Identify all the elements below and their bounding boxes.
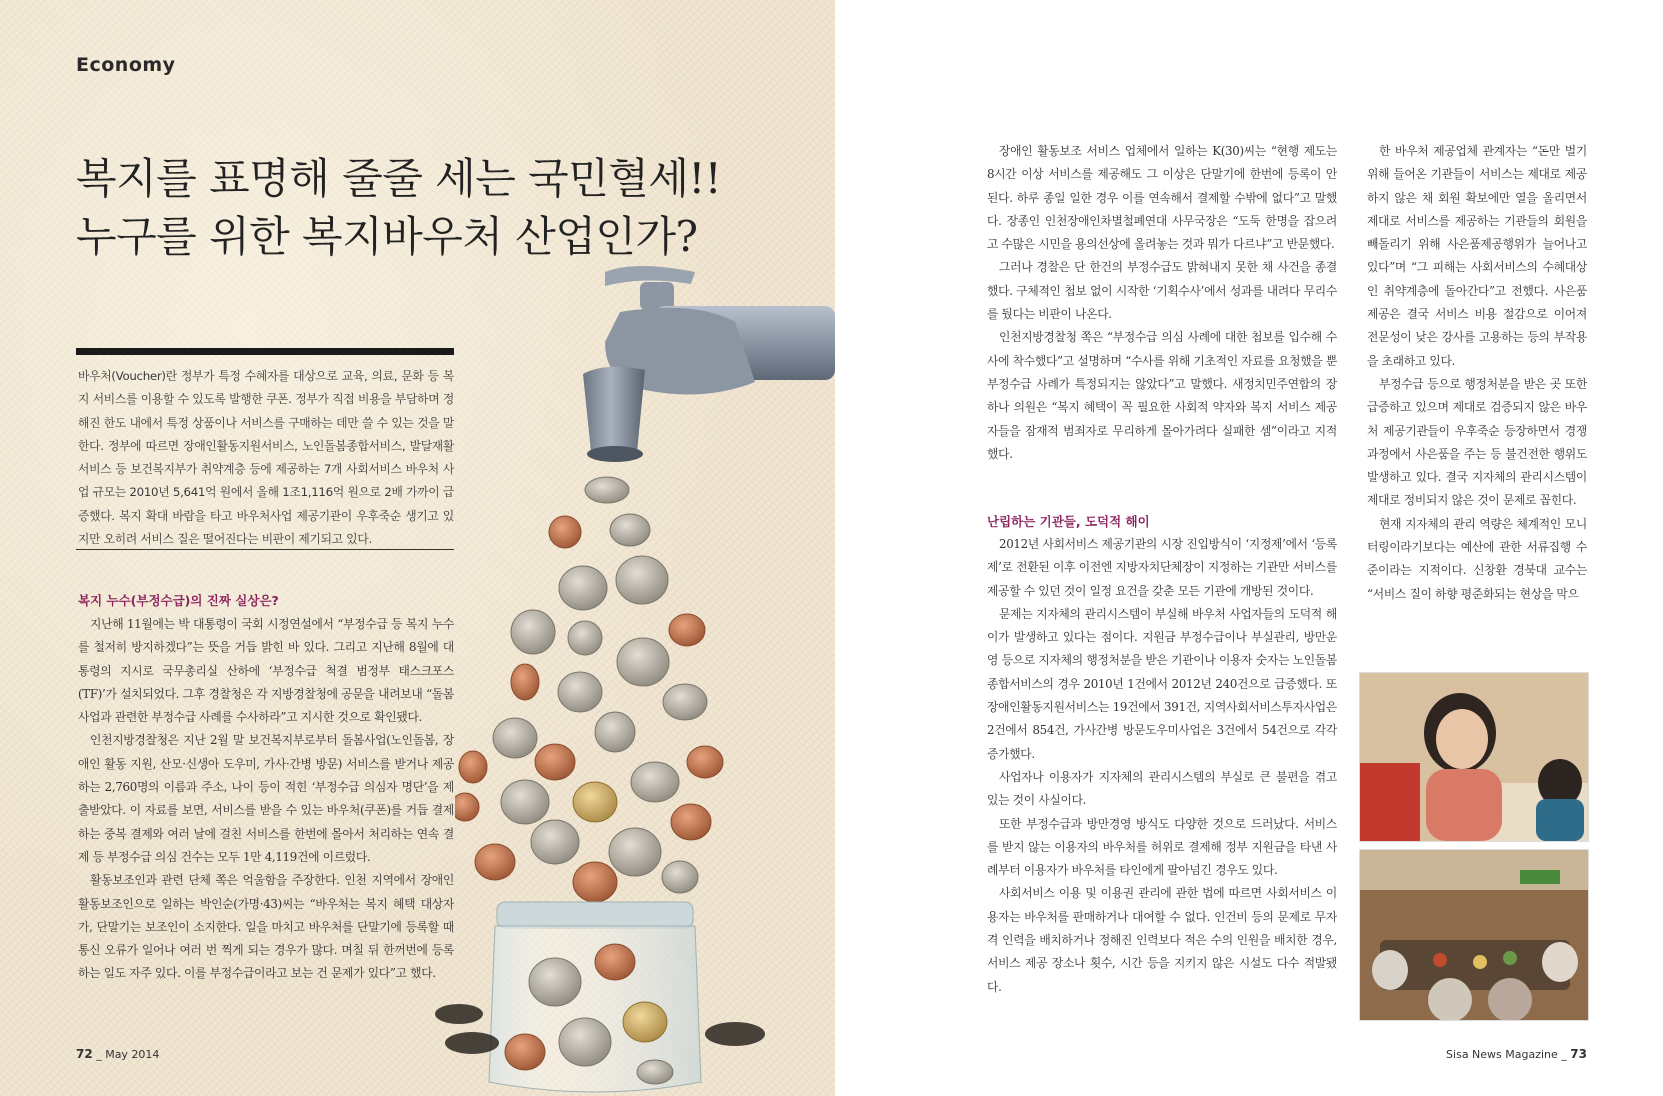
- faucet-coins-illustration: [455, 262, 835, 1096]
- headline-line-2: 누구를 위한 복지바우처 산업인가?: [76, 212, 698, 261]
- headline: [76, 150, 796, 266]
- right-paragraph: 현재 지자체의 관리 역량은 체계적인 모니터링이라기보다는 예산에 관한 서류집행 수준이라는 지적이다. 신창환 경북대 교수는 “서비스 질이 하향 평준화되는 현상을 막으: [1367, 516, 1587, 601]
- right-column-a-bottom: [987, 533, 1337, 999]
- right-paragraph: 사회서비스 이용 및 이용권 관리에 관한 법에 따르면 사회서비스 이용자는 바우처를 판매하거나 대여할 수 없다. 인건비 등의 문제로 무자격 인력을 배치하거나 정해진 인력보다 적은 수의 인원을 배치한 경우, 서비스 제공 장소나 횟수, 시간 등을 지키지 않은 시설도 다수 적발됐다.: [987, 886, 1337, 994]
- lead-top-rule: [76, 348, 454, 355]
- lead-bottom-rule: [76, 549, 454, 550]
- right-page: [835, 0, 1663, 1096]
- headline-line-1: 복지를 표명해 줄줄 세는 국민혈세!!: [76, 154, 722, 203]
- right-column-a-top: [987, 140, 1337, 466]
- falling-coins: [455, 477, 723, 902]
- folio-left: [76, 1047, 159, 1061]
- photo-senior-meal: [1359, 849, 1589, 1021]
- shadow-decoration: [435, 1004, 483, 1024]
- shadow-decoration: [705, 1022, 765, 1046]
- right-paragraph: 그러나 경찰은 단 한건의 부정수급도 밝혀내지 못한 채 사건을 종결했다. 구체적인 첩보 없이 시작한 ‘기획수사’에서 성과를 내려다 무리수를 뒀다는 비판이 나온다.: [987, 260, 1337, 322]
- right-paragraph: 사업자나 이용자가 지자체의 관리시스템의 부실로 큰 불편을 겪고 있는 것이 사실이다.: [987, 769, 1337, 808]
- left-subhead: 복지 누수(부정수급)의 진짜 실상은?: [78, 593, 279, 608]
- right-paragraph: 2012년 사회서비스 제공기관의 시장 진입방식이 ‘지정제’에서 ‘등록제’로 전환된 이후 이전엔 지방자치단체장이 지정하는 기관만 서비스를 제공할 수 있던 것이 일정 요건을 갖춘 모든 기관에 개방된 것이다.: [987, 537, 1337, 598]
- right-subhead: 난립하는 기관들, 도덕적 해이: [987, 514, 1150, 529]
- right-paragraph: 부정수급 등으로 행정처분을 받은 곳 또한 급증하고 있으며 제대로 검증되지 않은 바우처 제공기관들이 우후죽순 등장하면서 경쟁 과정에서 사은품을 주는 등 불건전한 행위도 발생하고 있다. 결국 지자체의 관리시스템이 제대로 정비되지 않은 것이 문제로 꼽힌다.: [1367, 376, 1587, 508]
- photo-senior-meal-image: [1360, 850, 1588, 1020]
- magazine-name: Sisa News Magazine _: [1446, 1048, 1567, 1061]
- left-paragraph: 지난해 11월에는 박 대통령이 국회 시정연설에서 “부정수급 등 복지 누수를 철저히 방지하겠다”는 뜻을 거듭 밝힌 바 있다. 그리고 지난해 8월에 대통령의 지시로 국무총리실 산하에 ‘부정수급 척결 범정부 태스크포스(TF)’가 설치되었다. 그후 경찰청은 각 지방경찰청에 공문을 내려보내 “돌봄사업과 관련한 부정수급 사례를 수사하라”고 지시한 것으로 확인됐다.: [78, 617, 454, 725]
- issue-date: _ May 2014: [96, 1048, 160, 1061]
- right-paragraph: 문제는 지자체의 관리시스템이 부실해 바우처 사업자들의 도덕적 해이가 발생하고 있다는 점이다. 지원금 부정수급이나 부실관리, 방만운영 등으로 지자체의 행정처분을 받은 기관이나 이용자 숫자는 노인돌봄 종합서비스의 경우 2010년 1건에서 2012년 240건으로 급증했다. 또 장애인활동지원서비스는 19건에서 391건, 지역사회서비스투자사업은 2건에서 854건, 가사간병 방문도우미사업은 3건에서 54건으로 각각 증가했다.: [987, 606, 1337, 761]
- right-paragraph: 인천지방경찰청 쪽은 “부정수급 의심 사례에 대한 첩보를 입수해 수사에 착수했다”고 설명하며 “수사를 위해 기초적인 자료를 요청했을 뿐 부정수급 사례가 특정되지는 않았다”고 말했다. 새정치민주연합의 장하나 의원은 “복지 혜택이 꼭 필요한 사회적 약자와 복지 서비스 제공자들을 잠재적 범죄자로 무리하게 몰아가려다 실패한 셈”이라고 지적했다.: [987, 330, 1337, 461]
- folio-right: [1446, 1047, 1587, 1061]
- page-number-right: 73: [1570, 1047, 1587, 1061]
- photo-caregiver: [1359, 672, 1589, 842]
- left-paragraph: 활동보조인과 관련 단체 쪽은 억울함을 주장한다. 인천 지역에서 장애인 활동보조인으로 일하는 박인순(가명·43)씨는 “바우처는 복지 혜택 대상자가, 단말기는 보조인이 소지한다. 일을 마치고 바우처를 단말기에 등록할 때 통신 오류가 일어나 여러 번 찍게 되는 경우가 많다. 며칠 뒤 한꺼번에 등록하는 일도 자주 있다. 이를 부정수급이라고 보는 건 문제가 있다”고 했다.: [78, 873, 454, 981]
- right-paragraph: 장애인 활동보조 서비스 업체에서 일하는 K(30)씨는 “현행 제도는 8시간 이상 서비스를 제공해도 그 이상은 단말기에 한번에 등록이 안 된다. 하루 종일 일한 경우 이를 연속해서 결제할 수밖에 없다”고 말했다. 장종인 인천장애인차별철폐연대 사무국장은 “도둑 한명을 잡으려고 수많은 시민을 용의선상에 올려놓는 것과 뭐가 다르냐”고 반문했다.: [987, 144, 1337, 252]
- page-number-left: 72: [76, 1047, 93, 1061]
- right-paragraph: 한 바우처 제공업체 관계자는 “돈만 벌기 위해 들어온 기관들이 서비스는 제대로 제공하지 않은 채 회원 확보에만 열을 올리면서 제대로 서비스를 제공하는 기관들의 회원을 빼돌리기 위해 사은품제공행위가 늘어나고 있다”며 “그 피해는 사회서비스의 수혜대상인 취약계층에 돌아간다”고 전했다. 사은품 제공은 결국 서비스 비용 절감으로 이어져 전문성이 낮은 강사를 고용하는 등의 부작용을 초래하고 있다.: [1367, 144, 1587, 368]
- section-label: Economy: [76, 54, 176, 76]
- left-body: [78, 613, 454, 986]
- faucet-illustration: [455, 262, 835, 1096]
- left-paragraph: 인천지방경찰청은 지난 2월 말 보건복지부로부터 돌봄사업(노인돌봄, 장애인 활동 지원, 산모·신생아 도우미, 가사·간병 방문) 서비스를 받거나 제공하는 2,760명의 이름과 주소, 나이 등이 적힌 ‘부정수급 의심자 명단’을 제출받았다. 이 자료를 보면, 서비스를 받을 수 있는 바우처(쿠폰)를 거듭 결제하는 중복 결제와 여러 날에 걸친 서비스를 한번에 몰아서 처리하는 연속 결제 등 부정수급 의심 건수는 모두 1만 4,119건에 이르렀다.: [78, 733, 454, 864]
- right-column-b: [1367, 140, 1587, 606]
- photo-caregiver-image: [1360, 673, 1588, 841]
- right-paragraph: 또한 부정수급과 방만경영 방식도 다양한 것으로 드러났다. 서비스를 받지 않는 이용자의 바우처를 허위로 결제해 정부 지원금을 타낸 사례부터 이용자가 바우처를 타인에게 팔아넘긴 경우도 있다.: [987, 816, 1337, 878]
- coin-jar: [489, 902, 701, 1092]
- shadow-decoration: [445, 1032, 499, 1054]
- lead-paragraph: 바우처(Voucher)란 정부가 특정 수혜자를 대상으로 교육, 의료, 문화 등 복지 서비스를 이용할 수 있도록 발행한 쿠폰. 정부가 직접 비용을 부담하며 정해진 한도 내에서 특정 상품이나 서비스를 구매하는 데만 쓸 수 있는 것을 말한다. 정부에 따르면 장애인활동지원서비스, 노인돌봄종합서비스, 발달재활서비스 등 보건복지부가 취약계층 등에 제공하는 7개 사회서비스 바우처 사업 규모는 2010년 5,641억 원에서 올해 1조1,116억 원으로 2배 가까이 급증했다. 복지 확대 바람을 타고 바우처사업 제공기관이 우후죽순 생기고 있지만 오히려 서비스 질은 떨어진다는 비판이 제기되고 있다.: [78, 369, 454, 547]
